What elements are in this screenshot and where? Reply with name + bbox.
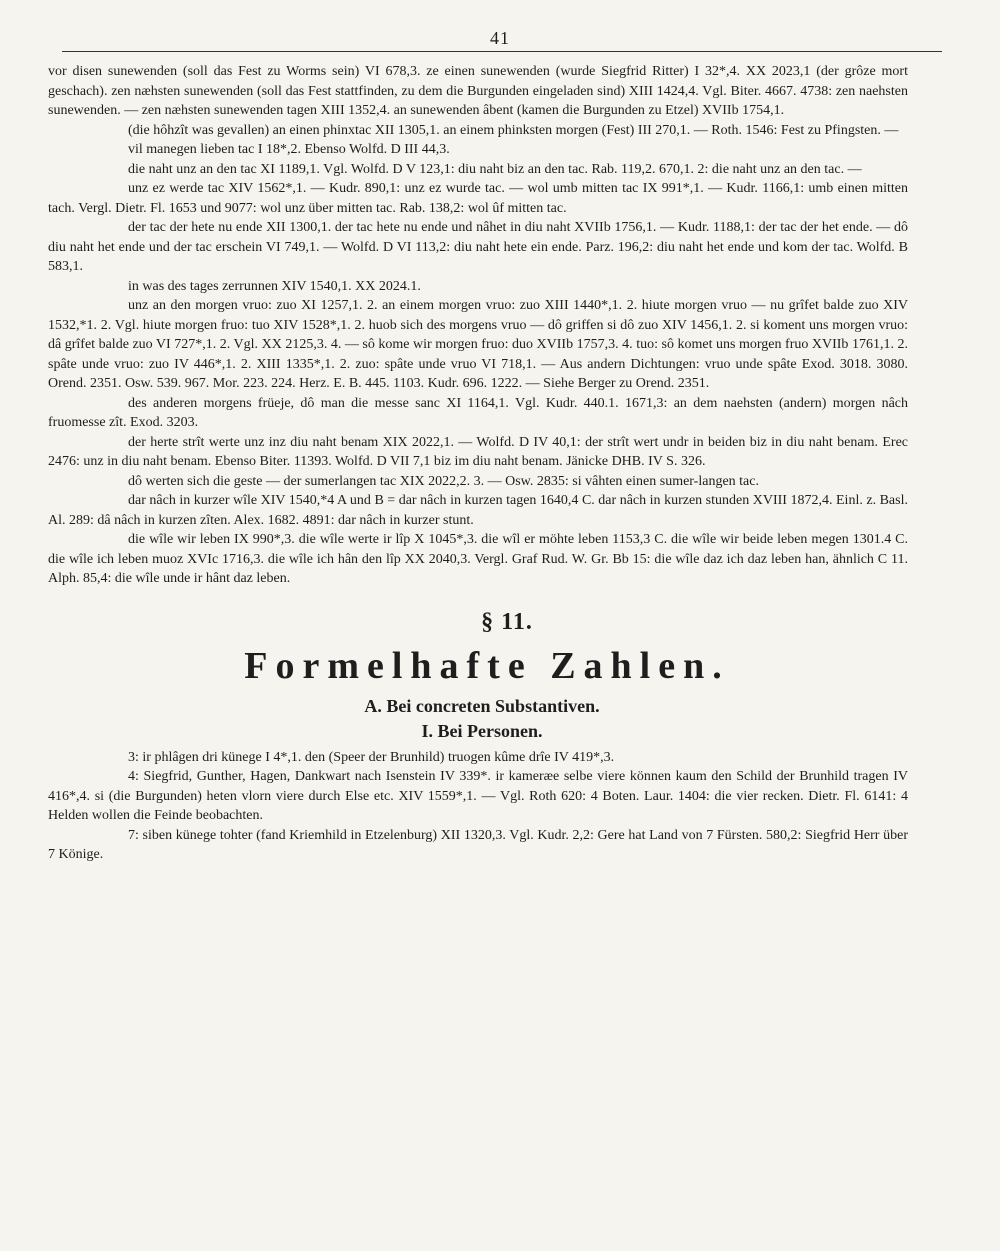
paragraph: 4: Siegfrid, Gunther, Hagen, Dankwart nach Isenstein IV 339*. ir kameræe selbe viere können kaum den Schild der Brunhild tragen IV 416*,4. si (die Burgunden) heten vlorn viere durch Else etc. XIV 1559*,1. — Vgl. Roth 620: 4 Boten. Laur. 1404: die vier recken. Dietr. Fl. 6141: 4 Helden wollen die Feinde beobachten. [48, 769, 908, 823]
section-title: Formelhafte Zahlen. [244, 644, 730, 687]
section-number: § 11. [481, 608, 533, 635]
paragraph: 7: siben künege tohter (fand Kriemhild in Etzelenburg) XII 1320,3. Vgl. Kudr. 2,2: Gere hat Land von 7 Fürsten. 580,2: Siegfrid Herr über 7 Könige. [48, 827, 908, 862]
body-text [48, 62, 908, 589]
header-rule [62, 51, 942, 52]
page-number: 41 [490, 28, 510, 48]
subheading-a: A. Bei concreten Substantiven. [364, 695, 600, 716]
paragraph: vil manegen lieben tac I 18*,2. Ebenso Wolfd. D III 44,3. [128, 142, 450, 157]
paragraph: der herte strît werte unz inz diu naht benam XIX 2022,1. — Wolfd. D IV 40,1: der strît wert undr in beiden biz in diu naht benam. Erec 2476: unz in diu naht benam. Ebenso Biter. 11393. Wolfd. D VII 7,1 biz im diu naht benam. Jänicke DHB. IV S. 326. [48, 434, 908, 469]
paragraph: des anderen morgens früeje, dô man die messe sanc XI 1164,1. Vgl. Kudr. 440.1. 1671,3: an dem naehsten (andern) morgen nâch fruomesse zît. Exod. 3203. [48, 395, 908, 430]
paragraph: die naht unz an den tac XI 1189,1. Vgl. Wolfd. D V 123,1: diu naht biz an den tac. Rab. 119,2. 670,1. 2: die naht unz an den tac. — [128, 161, 862, 177]
subheading-i: I. Bei Personen. [421, 720, 543, 741]
section-body [48, 748, 908, 865]
paragraph: in was des tages zerrunnen XIV 1540,1. XX 2024.1. [128, 278, 421, 294]
paragraph: (die hôhzît was gevallen) an einen phinxtac XII 1305,1. an einem phinksten morgen (Fest) III 270,1. — Roth. 1546: Fest zu Pfingsten. — [128, 122, 899, 138]
paragraph: 3: ir phlâgen dri künege I 4*,1. den (Speer der Brunhild) truogen kûme drîe IV 419*,3. [128, 749, 615, 765]
paragraph: der tac der hete nu ende XII 1300,1. der tac hete nu ende und nâhet in diu naht XVIIb 1756,1. — Kudr. 1188,1: der tac der het ende. — dô diu naht het ende und der tac erschein VI 749,1. — Wolfd. D VI 113,2: diu naht hete ein ende. Parz. 196,2: diu naht het ende und kom der tac. Wolfd. B 583,1. [48, 220, 908, 274]
paragraph: vor disen sunewenden (soll das Fest zu Worms sein) VI 678,3. ze einen sunewenden (wurde Siegfrid Ritter) I 32*,4. XX 2023,1 (der grôze mort geschach). zen næhsten sunewenden (soll das Fest stattfinden, zu dem die Burgunden eingeladen sind) XIII 1424,4. Vgl. Biter. 4667. 4738: zen naehsten sunewenden. — zen næhsten sunewenden tagen XIII 1352,4. an sunewenden âbent (kamen die Burgunden zu Etzel) XVIIb 1754,1. [48, 64, 908, 118]
paragraph: dô werten sich die geste — der sumerlangen tac XIX 2022,2. 3. — Osw. 2835: si vâhten einen sumer-langen tac. [128, 473, 759, 489]
paragraph: dar nâch in kurzer wîle XIV 1540,*4 A und B = dar nâch in kurzen tagen 1640,4 C. dar nâch in kurzen stunden XVIII 1872,4. Einl. z. Basl. Al. 289: dâ nâch in kurzen zîten. Alex. 1682. 4891: dar nâch in kurzer stunt. [48, 493, 908, 528]
paragraph: unz ez werde tac XIV 1562*,1. — Kudr. 890,1: unz ez wurde tac. — wol umb mitten tac IX 991*,1. — Kudr. 1166,1: umb einen mitten tach. Vergl. Dietr. Fl. 1653 und 9077: wol unz über mitten tac. Rab. 138,2: wol ûf mitten tac. [48, 181, 908, 216]
paragraph: unz an den morgen vruo: zuo XI 1257,1. 2. an einem morgen vruo: zuo XIII 1440*,1. 2. hiute morgen vruo — nu grîfet balde zuo XIV 1532,*1. 2. Vgl. hiute morgen fruo: tuo XIV 1528*,1. 2. huob sich des morgens vruo — dô griffen si dô zuo XIV 1456,1. 2. si koment uns morgen vruo: dâ grîfet balde zuo VI 727*,1. 2. Vgl. XX 2125,3. 4. — sô kome wir morgen fruo: duo XVIIb 1757,3. 4. tuo: sô komet uns morgen fruo XVIIb 1761,1. 2. spâte unde vruo: zuo IV 446*,1. 2. XIII 1335*,1. 2. zuo: spâte unde vruo VI 718,1. — Aus andern Dichtungen: vruo unde spâte Exod. 3018. 3080. Orend. 2351. Osw. 539. 967. Mor. 223. 224. Herz. E. B. 445. 1103. Kudr. 696. 1222. — Siehe Berger zu Orend. 2351. [48, 298, 908, 391]
paragraph: die wîle wir leben IX 990*,3. die wîle werte ir lîp X 1045*,3. die wîl er möhte leben 1153,3 C. die wîle wir beide leben megen 1301.4 C. die wîle ich leben muoz XVIc 1716,3. die wîle ich hân den lîp XX 2040,3. Vergl. Graf Rud. W. Gr. Bb 15: die wîle daz ich daz leben han, ähnlich C 11. Alph. 85,4: die wîle unde ir hânt daz leben. [48, 532, 908, 586]
